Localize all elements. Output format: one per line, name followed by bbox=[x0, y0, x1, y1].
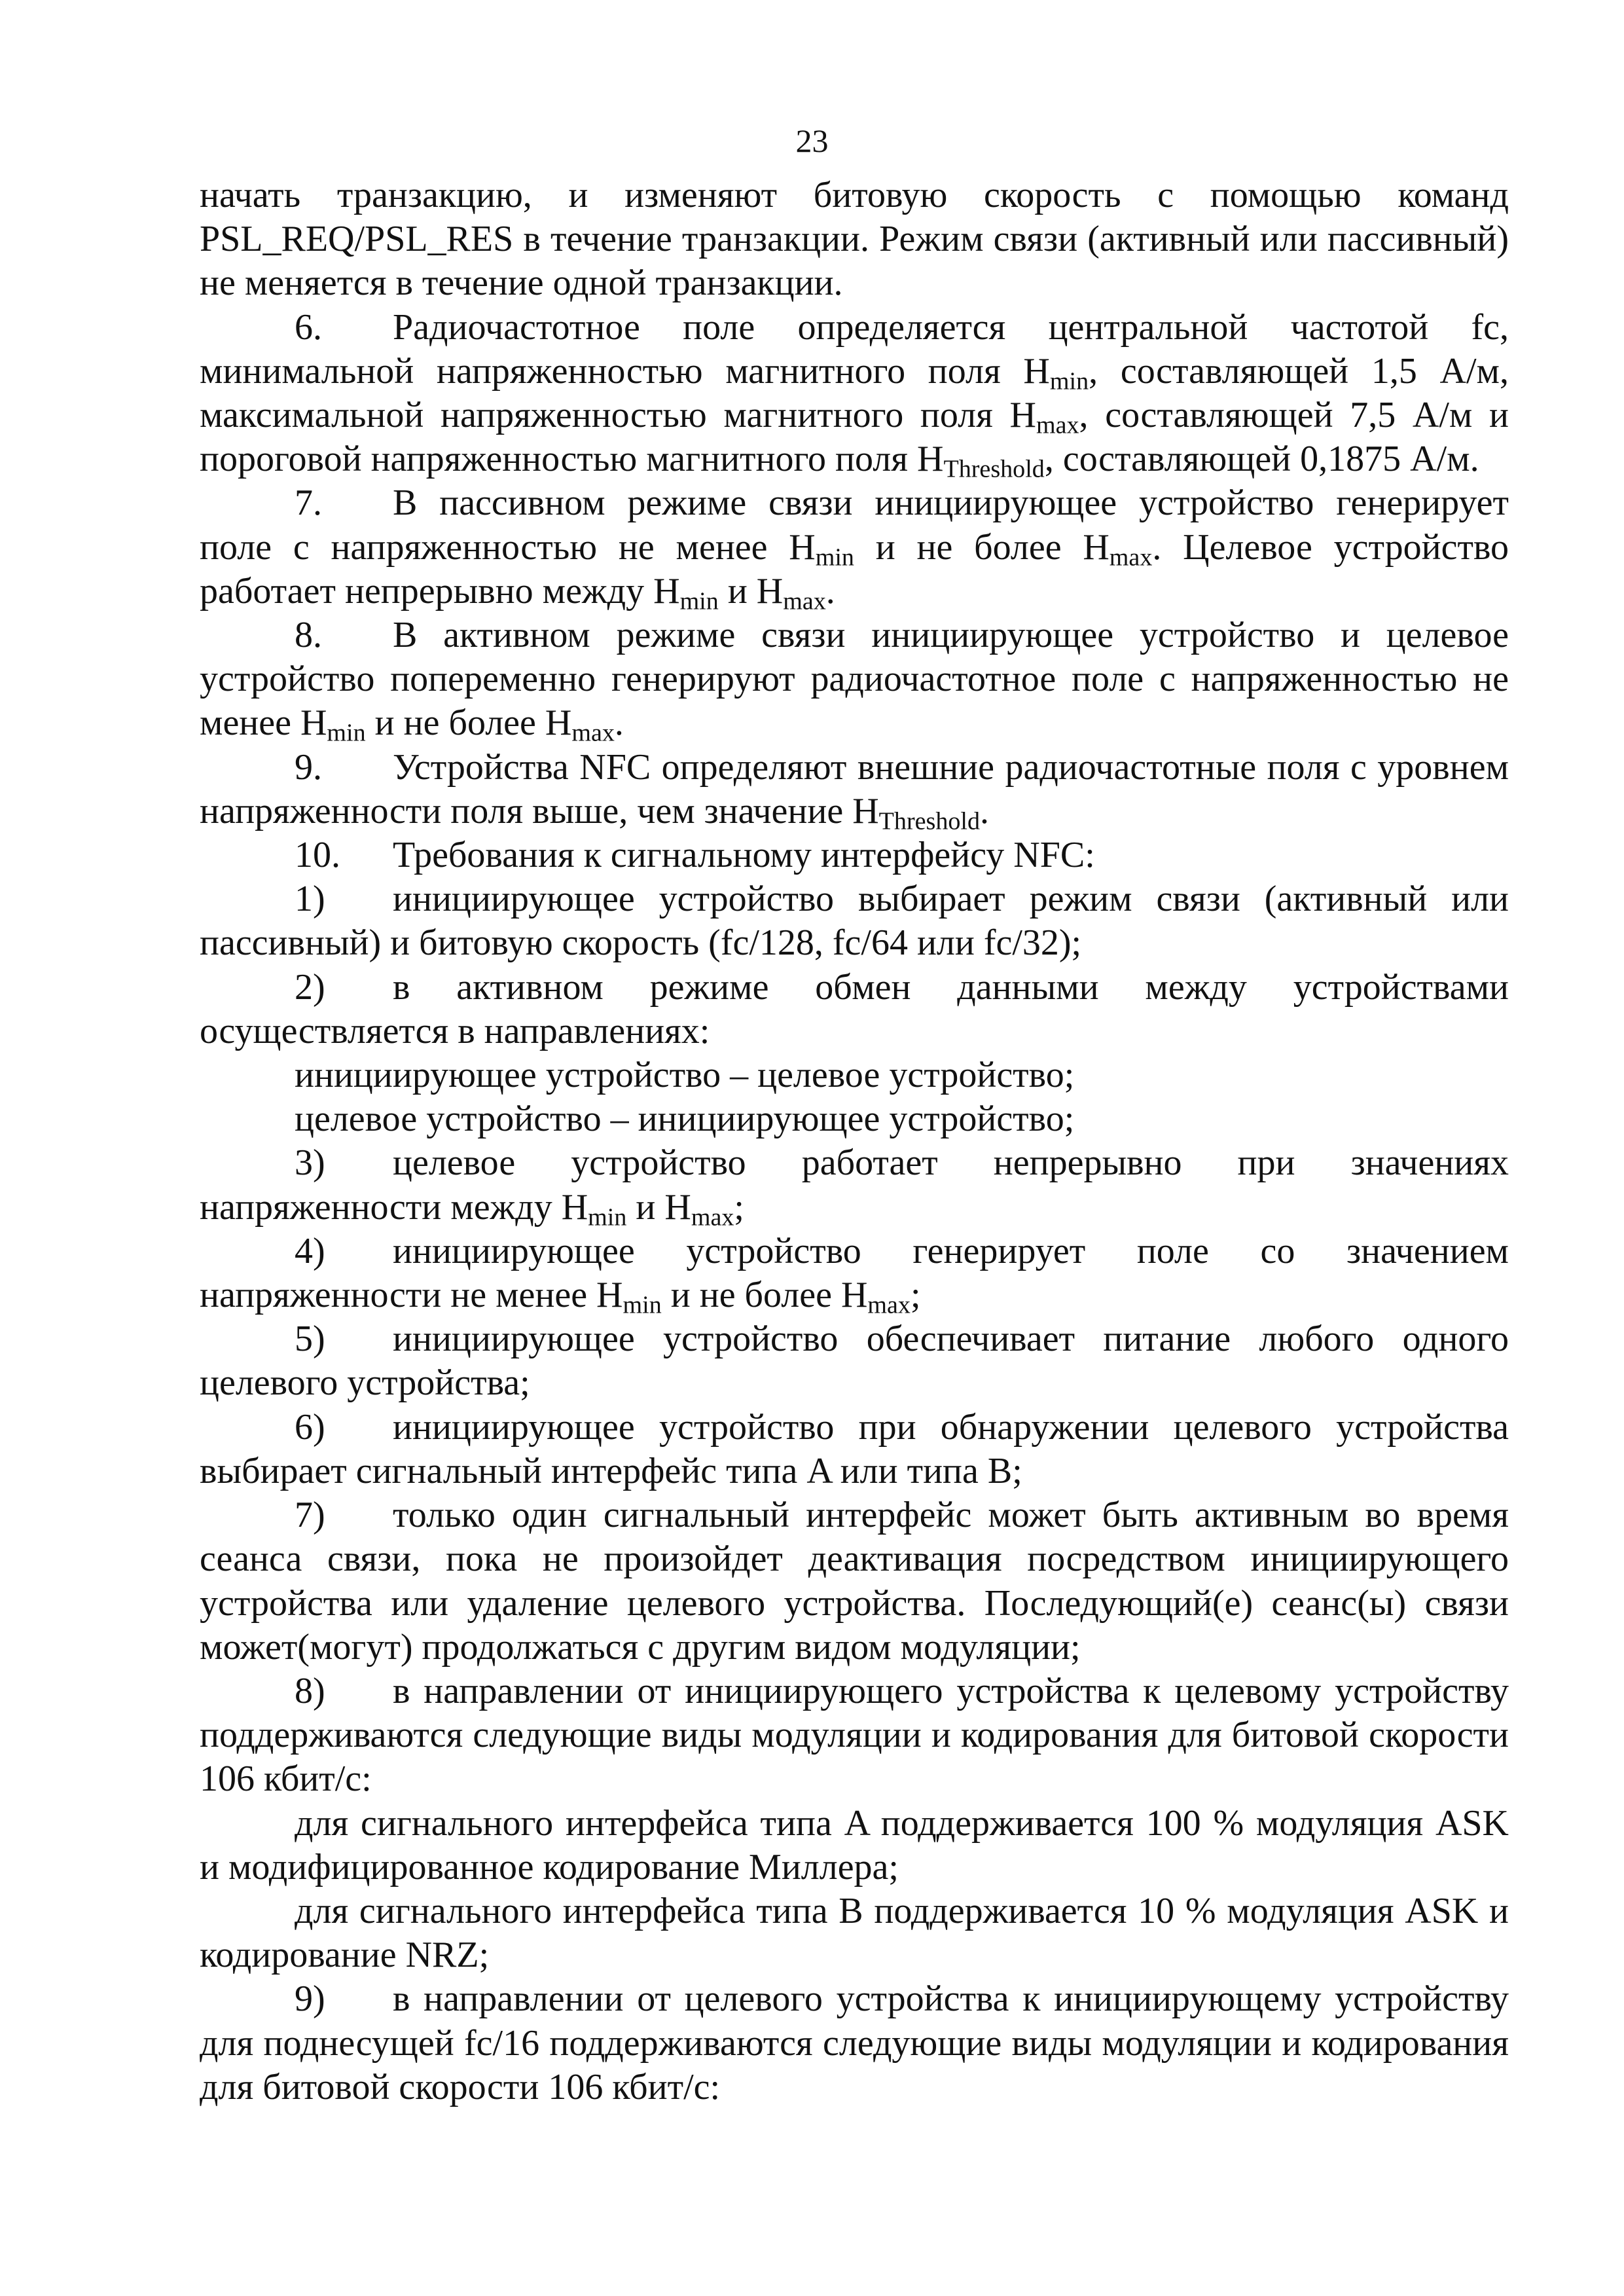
list-item-text: и H bbox=[626, 1186, 691, 1228]
paragraph-text: и не более H bbox=[365, 702, 572, 744]
paragraph-text: Устройства NFC определяют внешние радиочастотные поля с уровнем напряженности поля выше, чем значение H bbox=[200, 746, 1509, 831]
subscript: Threshold bbox=[878, 807, 981, 835]
subscript: max bbox=[1036, 411, 1079, 439]
list-item-text: инициирующее устройство при обнаружении целевого устройства выбирает сигнальный интерфейс типа A или типа B; bbox=[200, 1406, 1509, 1491]
subscript: max bbox=[783, 587, 826, 615]
list-item-6 bbox=[200, 1406, 1509, 1493]
list-item-text: целевое устройство работает непрерывно при значениях напряженности между H bbox=[200, 1142, 1509, 1228]
direction-line: инициирующее устройство – целевое устройство; bbox=[295, 1055, 1075, 1096]
subscript: min bbox=[1049, 367, 1089, 395]
direction-line: целевое устройство – инициирующее устройство; bbox=[295, 1099, 1075, 1140]
subscript: max bbox=[867, 1291, 911, 1319]
list-item-number: 6) bbox=[295, 1406, 325, 1448]
subscript: min bbox=[679, 587, 719, 615]
list-item-number: 3) bbox=[295, 1142, 325, 1184]
paragraph-text: . bbox=[980, 790, 990, 831]
modulation-line: для сигнального интерфейса типа A поддерживается 100 % модуляция ASK и модифицированное кодирование Миллера; bbox=[200, 1802, 1509, 1887]
paragraph-text: . bbox=[614, 702, 624, 744]
paragraph-10 bbox=[200, 833, 1509, 877]
paragraph-number: 10. bbox=[295, 835, 340, 876]
paragraph-text: , составляющей 0,1875 А/м. bbox=[1044, 439, 1479, 480]
list-item-3 bbox=[200, 1141, 1509, 1229]
list-item-4 bbox=[200, 1230, 1509, 1317]
document-body bbox=[200, 173, 1509, 2109]
paragraph-6 bbox=[200, 306, 1509, 482]
paragraph-text: и не более H bbox=[854, 526, 1110, 568]
subscript: max bbox=[1109, 543, 1153, 572]
list-item-7 bbox=[200, 1493, 1509, 1669]
list-item-text: и не более H bbox=[661, 1275, 868, 1316]
modulation-line: для сигнального интерфейса типа B поддерживается 10 % модуляция ASK и кодирование NRZ; bbox=[200, 1890, 1509, 1976]
paragraph-text: . Целевое устройство работает непрерывно между H bbox=[200, 526, 1509, 611]
list-item-text: инициирующее устройство обеспечивает питание любого одного целевого устройства; bbox=[200, 1319, 1509, 1404]
list-item-5 bbox=[200, 1317, 1509, 1405]
list-item-text: инициирующее устройство выбирает режим связи (активный или пассивный) и битовую скорость (fc/128, fc/64 или fc/32); bbox=[200, 879, 1509, 964]
paragraph-text: В активном режиме связи инициирующее устройство и целевое устройство попеременно генерируют радиочастотное поле с напряженностью не менее H bbox=[200, 615, 1509, 744]
list-item-number: 1) bbox=[295, 879, 325, 920]
list-item-text: в направлении от инициирующего устройства к целевому устройству поддерживаются следующие виды модуляции и кодирования для битовой скорости 106 кбит/с: bbox=[200, 1670, 1509, 1800]
paragraph-text: и H bbox=[718, 570, 784, 611]
list-item-number: 8) bbox=[295, 1670, 325, 1711]
list-item-text: ; bbox=[734, 1186, 744, 1228]
list-item-text: в активном режиме обмен данными между устройствами осуществляется в направлениях: bbox=[200, 966, 1509, 1051]
paragraph-text: Радиочастотное поле определяется центральной частотой fc, минимальной напряженностью магнитного поля H bbox=[200, 306, 1509, 392]
paragraph-text: , составляющей 7,5 А/м и пороговой напряженностью магнитного поля H bbox=[200, 395, 1509, 480]
paragraph-9 bbox=[200, 746, 1509, 833]
subscript: min bbox=[588, 1203, 627, 1231]
paragraph-text: Требования к сигнальному интерфейсу NFC: bbox=[393, 835, 1095, 876]
paragraph-8 bbox=[200, 613, 1509, 746]
subscript: min bbox=[815, 543, 854, 572]
paragraph-number: 7. bbox=[295, 483, 322, 524]
list-item-1 bbox=[200, 877, 1509, 965]
list-item-text: в направлении от целевого устройства к инициирующему устройству для поднесущей fc/16 поддерживаются следующие виды модуляции и кодирования для битовой скорости 106 кбит/с: bbox=[200, 1978, 1509, 2107]
subscript: max bbox=[571, 719, 615, 747]
paragraph-text: В пассивном режиме связи инициирующее устройство генерирует поле с напряженностью не менее H bbox=[200, 483, 1509, 568]
paragraph-continuation: начать транзакцию, и изменяют битовую скорость с помощью команд PSL_REQ/PSL_RES в течение транзакции. Режим связи (активный или пассивный) не меняется в течение одной транзакции. bbox=[200, 175, 1509, 304]
page-number: 23 bbox=[795, 122, 829, 159]
list-item-number: 5) bbox=[295, 1319, 325, 1360]
list-item-text: инициирующее устройство генерирует поле со значением напряженности не менее H bbox=[200, 1230, 1509, 1316]
subscript: max bbox=[691, 1203, 734, 1231]
subscript: Threshold bbox=[943, 455, 1045, 483]
paragraph-number: 8. bbox=[295, 615, 322, 656]
list-item-number: 9) bbox=[295, 1978, 325, 2020]
list-item-number: 7) bbox=[295, 1495, 325, 1536]
list-item-9 bbox=[200, 1977, 1509, 2109]
paragraph-text: , составляющей 1,5 А/м, максимальной напряженностью магнитного поля H bbox=[200, 350, 1509, 436]
paragraph-text: . bbox=[825, 570, 835, 611]
list-item-number: 2) bbox=[295, 966, 325, 1008]
list-item-8 bbox=[200, 1669, 1509, 1802]
list-item-2 bbox=[200, 966, 1509, 1053]
subscript: min bbox=[327, 719, 366, 747]
subscript: min bbox=[623, 1291, 662, 1319]
paragraph-number: 9. bbox=[295, 746, 322, 788]
paragraph-7 bbox=[200, 481, 1509, 613]
paragraph-number: 6. bbox=[295, 306, 322, 348]
list-item-number: 4) bbox=[295, 1230, 325, 1271]
list-item-text: ; bbox=[910, 1275, 921, 1316]
list-item-text: только один сигнальный интерфейс может быть активным во время сеанса связи, пока не произойдет деактивация посредством инициирующего устройства или удаление целевого устройства. Последующий(е) сеанс(ы) связи может(могут) продолжаться с другим видом модуляции; bbox=[200, 1495, 1509, 1667]
